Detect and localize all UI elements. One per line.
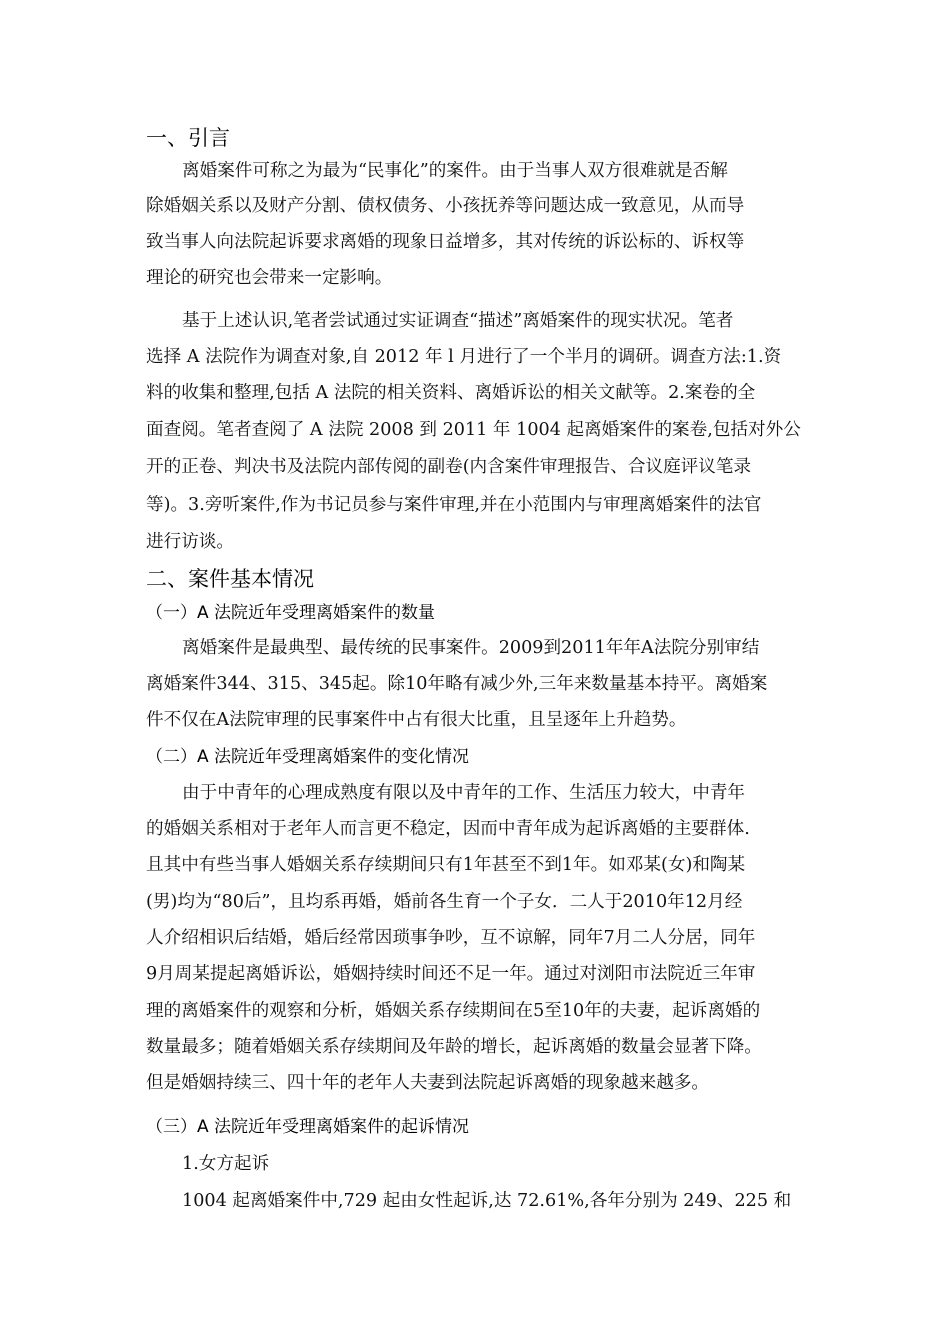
text-line: 等)。3.旁听案件,作为书记员参与案件审理,并在小范围内与审理离婚案件的法官 — [146, 495, 762, 515]
text-line: 离婚案件可称之为最为“民事化”的案件。由于当事人双方很难就是否解 — [182, 161, 728, 181]
list-item-label: 1.女方起诉 — [182, 1154, 270, 1174]
section-heading-introduction: 一、引言 — [146, 126, 230, 150]
text-line: 人介绍相识后结婚，婚后经常因琐事争吵，互不谅解，同年7月二人分居，同年 — [146, 928, 756, 948]
text-line: 1004 起离婚案件中,729 起由女性起诉,达 72.61%,各年分别为 249、225 和 — [182, 1191, 792, 1211]
text-line: 离婚案件是最典型、最传统的民事案件。2009到2011年年A法院分别审结 — [182, 638, 760, 658]
subsection-heading: （二）A 法院近年受理离婚案件的变化情况 — [146, 747, 470, 767]
text-line: 除婚姻关系以及财产分割、债权债务、小孩抚养等问题达成一致意见，从而导 — [146, 196, 745, 216]
section-heading-case-overview: 二、案件基本情况 — [146, 567, 314, 591]
text-line: 9月周某提起离婚诉讼，婚姻持续时间还不足一年。通过对浏阳市法院近三年审 — [146, 964, 756, 984]
subsection-heading: （三）A 法院近年受理离婚案件的起诉情况 — [146, 1117, 470, 1137]
text-line: 进行访谈。 — [146, 532, 234, 552]
text-line: 基于上述认识,笔者尝试通过实证调查“描述”离婚案件的现实状况。笔者 — [182, 311, 734, 331]
text-line: 致当事人向法院起诉要求离婚的现象日益增多，其对传统的诉讼标的、诉权等 — [146, 232, 745, 252]
text-line: (男)均为“80后”，且均系再婚，婚前各生育一个子女．二人于2010年12月经 — [146, 892, 743, 912]
text-line: 但是婚姻持续三、四十年的老年人夫妻到法院起诉离婚的现象越来越多。 — [146, 1073, 710, 1093]
text-line: 件不仅在A法院审理的民事案件中占有很大比重，且呈逐年上升趋势。 — [146, 710, 687, 730]
text-line: 且其中有些当事人婚姻关系存续期间只有1年甚至不到1年。如邓某(女)和陶某 — [146, 855, 746, 875]
text-line: 的婚姻关系相对于老年人而言更不稳定，因而中青年成为起诉离婚的主要群体. — [146, 819, 750, 839]
text-line: 由于中青年的心理成熟度有限以及中青年的工作、生活压力较大，中青年 — [182, 783, 746, 803]
subsection-heading: （一）A 法院近年受理离婚案件的数量 — [146, 603, 436, 623]
text-line: 理论的研究也会带来一定影响。 — [146, 268, 393, 288]
text-line: 选择 A 法院作为调查对象,自 2012 年 l 月进行了一个半月的调研。调查方法:1.资 — [146, 347, 782, 367]
text-line: 面查阅。笔者查阅了 A 法院 2008 到 2011 年 1004 起离婚案件的案卷,包括对外公 — [146, 420, 801, 440]
text-line: 理的离婚案件的观察和分析，婚姻关系存续期间在5至10年的夫妻，起诉离婚的 — [146, 1001, 761, 1021]
text-line: 料的收集和整理,包括 A 法院的相关资料、离婚诉讼的相关文献等。2.案卷的全 — [146, 383, 756, 403]
text-line: 开的正卷、判决书及法院内部传阅的副卷(内含案件审理报告、合议庭评议笔录 — [146, 457, 752, 477]
text-line: 数量最多；随着婚姻关系存续期间及年龄的增长，起诉离婚的数量会显著下降。 — [146, 1037, 762, 1057]
text-line: 离婚案件344、315、345起。除10年略有减少外,三年来数量基本持平。离婚案 — [146, 674, 768, 694]
